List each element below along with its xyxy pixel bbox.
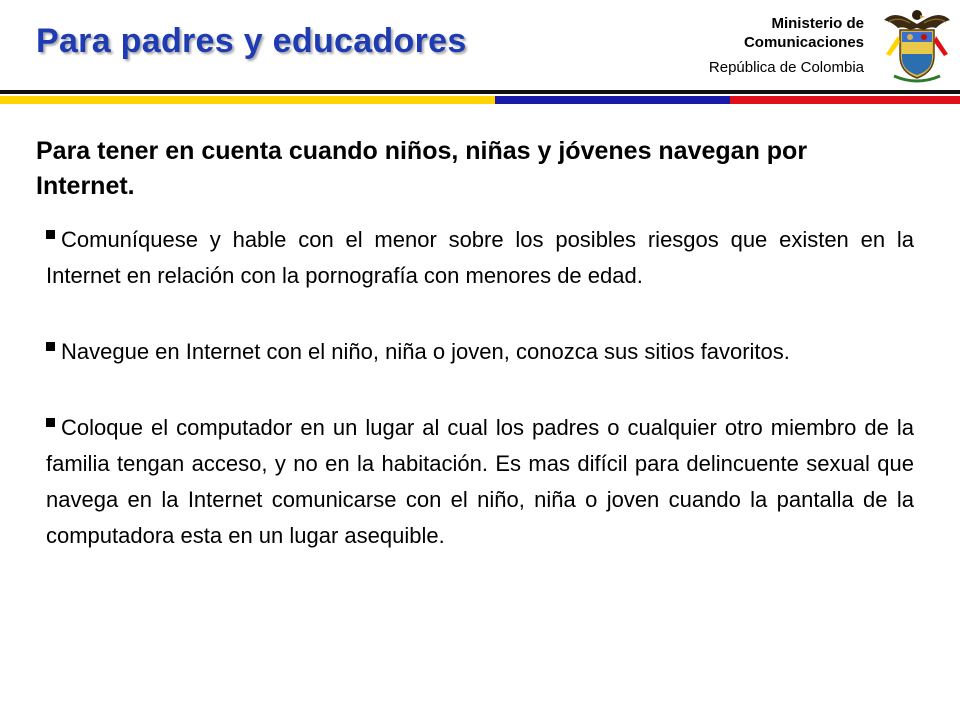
list-item bbox=[46, 222, 914, 294]
flag-stripe-blue bbox=[495, 96, 730, 104]
ministry-block bbox=[709, 14, 864, 77]
country-name: República de Colombia bbox=[708, 59, 864, 76]
colombia-coat-of-arms-icon bbox=[880, 6, 954, 86]
header-divider bbox=[0, 90, 960, 94]
ministry-name-line2: Comunicaciones bbox=[743, 34, 864, 51]
flag-stripe-yellow bbox=[0, 96, 495, 104]
square-bullet-icon bbox=[46, 418, 55, 427]
list-item bbox=[46, 334, 914, 370]
page-title: Para padres y educadores bbox=[36, 22, 467, 60]
bullet-text: Comuníquese y hable con el menor sobre los posibles riesgos que existen en la Internet en relación con la pornografía con menores de edad. bbox=[46, 227, 914, 288]
bullet-text: Navegue en Internet con el niño, niña o joven, conozca sus sitios favoritos. bbox=[61, 339, 790, 364]
square-bullet-icon bbox=[46, 342, 55, 351]
ministry-name-line1: Ministerio de bbox=[771, 15, 864, 32]
section-subtitle: Para tener en cuenta cuando niños, niñas y jóvenes navegan por Internet. bbox=[36, 137, 808, 200]
list-item bbox=[46, 410, 914, 554]
bullet-text: Coloque el computador en un lugar al cual los padres o cualquier otro miembro de la familia tengan acceso, y no en la habitación. Es mas difícil para delincuente sexual que navega en la Internet comunicarse con el niño, niña o joven cuando la pantalla de la computadora esta en un lugar asequible. bbox=[46, 415, 914, 548]
flag-stripe-red bbox=[730, 96, 960, 104]
square-bullet-icon bbox=[46, 230, 55, 239]
bullet-list bbox=[46, 222, 914, 594]
